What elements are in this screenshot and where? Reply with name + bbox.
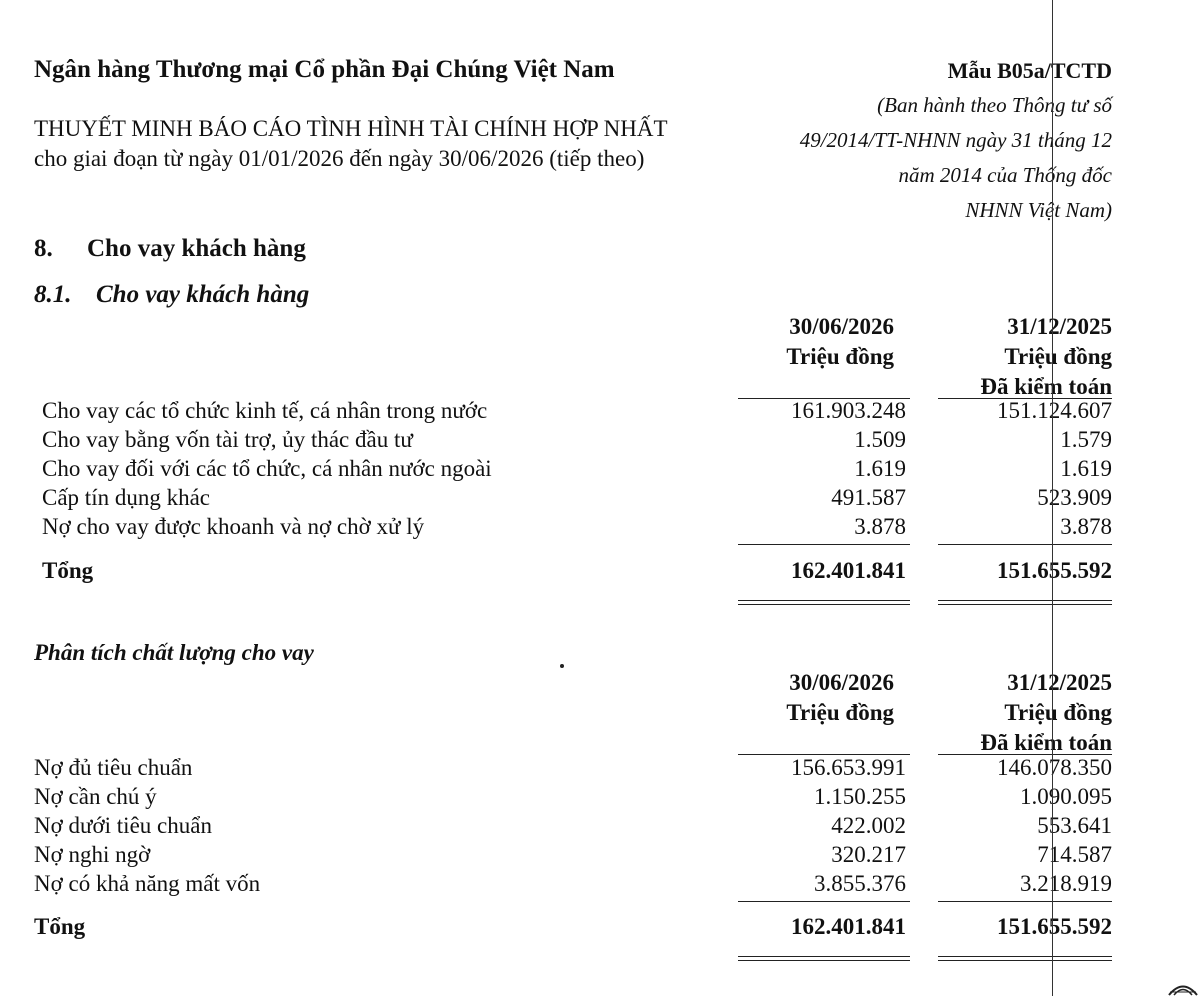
row-value-col2: 1.579 xyxy=(1060,427,1112,452)
subtotal-rule xyxy=(738,544,910,545)
total-value-col1: 162.401.841 xyxy=(791,558,906,583)
row-label: Cho vay các tổ chức kinh tế, cá nhân trong nước xyxy=(42,398,488,423)
col2-unit: Triệu đồng xyxy=(1004,700,1112,725)
row-label: Nợ dưới tiêu chuẩn xyxy=(34,813,212,838)
row-label: Nợ đủ tiêu chuẩn xyxy=(34,755,193,780)
row-value-col2: 523.909 xyxy=(1037,485,1112,510)
table-row xyxy=(0,485,1200,514)
total-double-rule xyxy=(938,600,1112,605)
row-value-col1: 161.903.248 xyxy=(791,398,906,423)
row-label: Nợ cho vay được khoanh và nợ chờ xử lý xyxy=(42,514,425,539)
row-value-col1: 491.587 xyxy=(831,485,906,510)
col2-note: Đã kiểm toán xyxy=(980,374,1112,399)
table-row xyxy=(0,755,1200,784)
row-value-col1: 1.619 xyxy=(854,456,906,481)
subtotal-rule xyxy=(938,901,1112,902)
table-row xyxy=(0,456,1200,485)
row-value-col2: 1.619 xyxy=(1060,456,1112,481)
col1-header xyxy=(786,312,894,372)
row-value-col1: 3.855.376 xyxy=(814,871,906,896)
subsection-title: Cho vay khách hàng xyxy=(96,281,310,308)
report-title: THUYẾT MINH BÁO CÁO TÌNH HÌNH TÀI CHÍNH HỢP NHẤT xyxy=(34,116,668,141)
subsection-heading xyxy=(34,281,309,309)
table-row xyxy=(0,398,1200,427)
bank-name: Ngân hàng Thương mại Cổ phần Đại Chúng Việt Nam xyxy=(34,56,615,83)
col2-header xyxy=(980,312,1112,402)
stamp-fragment-icon xyxy=(1166,978,1200,996)
section-heading xyxy=(34,235,306,263)
total-value-col2: 151.655.592 xyxy=(997,558,1112,583)
col2-unit: Triệu đồng xyxy=(1004,344,1112,369)
issuance-line: 49/2014/TT-NHNN ngày 31 tháng 12 xyxy=(799,128,1112,152)
total-double-rule xyxy=(738,600,910,605)
col1-unit: Triệu đồng xyxy=(786,344,894,369)
issuance-line: (Ban hành theo Thông tư số xyxy=(877,93,1112,117)
total-row xyxy=(0,558,1200,587)
form-code: Mẫu B05a/TCTD xyxy=(947,58,1112,83)
scan-fold-line xyxy=(1052,0,1053,996)
total-double-rule xyxy=(938,956,1112,961)
row-value-col1: 1.509 xyxy=(854,427,906,452)
subtotal-rule xyxy=(738,901,910,902)
total-label: Tổng xyxy=(34,914,86,939)
subsection-number: 8.1. xyxy=(34,281,72,308)
col2-note: Đã kiểm toán xyxy=(980,730,1112,755)
row-value-col2: 553.641 xyxy=(1037,813,1112,838)
col1-header xyxy=(786,668,894,728)
speck-mark xyxy=(560,664,564,668)
issuance-note xyxy=(800,88,1112,228)
row-value-col2: 3.878 xyxy=(1060,514,1112,539)
row-label: Nợ cần chú ý xyxy=(34,784,157,809)
col2-date: 31/12/2025 xyxy=(1007,670,1112,695)
total-value-col2: 151.655.592 xyxy=(997,914,1112,939)
row-label: Nợ nghi ngờ xyxy=(34,842,151,867)
row-value-col1: 320.217 xyxy=(831,842,906,867)
row-value-col1: 156.653.991 xyxy=(791,755,906,780)
col2-date: 31/12/2025 xyxy=(1007,314,1112,339)
section-number: 8. xyxy=(34,235,53,262)
total-label: Tổng xyxy=(42,558,94,583)
row-value-col2: 1.090.095 xyxy=(1020,784,1112,809)
quality-heading: Phân tích chất lượng cho vay xyxy=(34,640,314,665)
row-label: Nợ có khả năng mất vốn xyxy=(34,871,261,896)
table-row xyxy=(0,842,1200,871)
table-row xyxy=(0,427,1200,456)
table-row xyxy=(0,813,1200,842)
row-value-col2: 146.078.350 xyxy=(997,755,1112,780)
table-row xyxy=(0,784,1200,813)
row-value-col1: 422.002 xyxy=(831,813,906,838)
col1-unit: Triệu đồng xyxy=(786,700,894,725)
row-label: Cho vay đối với các tổ chức, cá nhân nước ngoài xyxy=(42,456,492,481)
issuance-line: NHNN Việt Nam) xyxy=(965,198,1112,222)
report-period: cho giai đoạn từ ngày 01/01/2026 đến ngày 30/06/2026 (tiếp theo) xyxy=(34,146,645,171)
total-value-col1: 162.401.841 xyxy=(791,914,906,939)
row-value-col1: 1.150.255 xyxy=(814,784,906,809)
section-title: Cho vay khách hàng xyxy=(87,235,306,262)
col2-header xyxy=(980,668,1112,758)
table-row xyxy=(0,871,1200,900)
col1-date: 30/06/2026 xyxy=(789,314,894,339)
subtotal-rule xyxy=(938,544,1112,545)
total-double-rule xyxy=(738,956,910,961)
row-value-col2: 3.218.919 xyxy=(1020,871,1112,896)
row-value-col1: 3.878 xyxy=(854,514,906,539)
row-label: Cấp tín dụng khác xyxy=(42,485,210,510)
row-label: Cho vay bằng vốn tài trợ, ủy thác đầu tư xyxy=(42,427,413,452)
row-value-col2: 714.587 xyxy=(1037,842,1112,867)
issuance-line: năm 2014 của Thống đốc xyxy=(898,163,1112,187)
row-value-col2: 151.124.607 xyxy=(997,398,1112,423)
total-row xyxy=(0,914,1200,943)
col1-date: 30/06/2026 xyxy=(789,670,894,695)
table-row xyxy=(0,514,1200,543)
